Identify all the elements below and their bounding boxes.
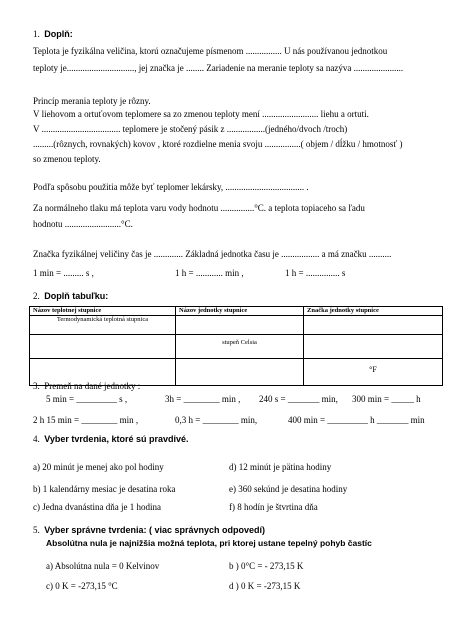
s1-conv-1: 1 min = ......... s , <box>33 268 94 278</box>
s4-option-e[interactable]: e) 360 sekúnd je desatina hodiny <box>229 484 348 494</box>
s1-conv-2: 1 h = ............ min , <box>175 268 244 278</box>
s4-option-f[interactable]: f) 8 hodín je štvrtina dňa <box>229 502 318 512</box>
s1-line-1: Teplota je fyzikálna veličina, ktorú označujeme písmenom ................ U nás používanou jednotkou <box>33 46 388 56</box>
temperature-scale-table <box>29 306 443 386</box>
table-cell[interactable] <box>304 335 443 359</box>
s5-option-d[interactable]: d ) 0 K = -273,15 K <box>229 581 301 591</box>
table-header-unit-name: Názov jednotky stupnice <box>176 307 304 316</box>
s1-conv-3: 1 h = ............... s <box>285 268 346 278</box>
section-1-title <box>33 29 73 40</box>
s1-line-10: hodnotu .........................°C. <box>33 219 133 229</box>
section-4-title <box>33 434 188 445</box>
section-3-number: 3. <box>33 381 40 391</box>
s4-option-a[interactable]: a) 20 minút je menej ako pol hodiny <box>33 462 164 472</box>
s1-line-9: Za normálneho tlaku má teplota varu vody hodnotu ...............°C. a teplota topiaceho sa ľadu <box>33 203 365 213</box>
section-2-number: 2. <box>33 291 40 301</box>
s3-item: 5 min = _________ s , <box>46 394 128 404</box>
section-5-title <box>33 525 265 536</box>
s5-option-a[interactable]: a) Absolútna nula = 0 Kelvinov <box>46 561 160 571</box>
s3-item: 0,3 h = ________ min, <box>175 415 258 425</box>
section-5-number: 5. <box>33 525 40 535</box>
section-3-heading: Premeň na dané jednotky : <box>44 381 141 391</box>
table-cell[interactable]: Termodynamická teplotná stupnica <box>30 316 176 335</box>
section-1-number: 1. <box>33 29 40 39</box>
table-row <box>30 316 443 335</box>
s4-option-b[interactable]: b) 1 kalendárny mesiac je desatina roka <box>33 484 176 494</box>
table-row <box>30 335 443 359</box>
s1-line-11: Značka fyzikálnej veličiny čas je ............. Základná jednotka času je ................. a má značku .......... <box>33 249 392 259</box>
section-5-heading: Vyber správne tvrdenia: ( viac správnych odpovedí) <box>44 525 265 535</box>
s3-item: 400 min = _________ h _______ min <box>288 415 425 425</box>
section-2-title <box>33 291 108 302</box>
table-header-unit-symbol: Značka jednotky stupnice <box>304 307 443 316</box>
table-cell[interactable] <box>176 316 304 335</box>
section-4-number: 4. <box>33 434 40 444</box>
section-1-heading: Doplň: <box>44 29 73 39</box>
s1-line-5: V ................................... teplomere je stočený pásik z .................(jedného/dvoch /troch) <box>33 124 348 134</box>
s3-item: 2 h 15 min = ________ min , <box>33 415 139 425</box>
s1-line-4: V liehovom a ortuťovom teplomere sa zo zmenou teploty mení ......................... liehu a ortuti. <box>33 109 369 119</box>
s3-item: 3h = ________ min , <box>165 394 241 404</box>
s5-option-c[interactable]: c) 0 K = -273,15 °C <box>46 581 118 591</box>
s1-line-7: so zmenou teploty. <box>33 154 101 164</box>
s1-line-3: Princíp merania teploty je rôzny. <box>33 96 151 106</box>
section-2-heading: Doplň tabuľku: <box>44 291 109 301</box>
table-cell[interactable]: °F <box>304 359 443 386</box>
table-cell[interactable] <box>30 335 176 359</box>
table-header-scale-name: Názov teplotnej stupnice <box>30 307 176 316</box>
section-3-title <box>33 381 140 392</box>
s4-option-c[interactable]: c) Jedna dvanástina dňa je 1 hodina <box>33 502 161 512</box>
s1-line-8: Podľa spôsobu použitia môže byť teplomer lekársky, ................................... . <box>33 182 309 192</box>
s4-option-d[interactable]: d) 12 minút je pätina hodiny <box>229 462 332 472</box>
s3-item: 300 min = _____ h <box>352 394 421 404</box>
table-cell[interactable]: stupeň Celsia <box>176 335 304 359</box>
s1-line-2: teploty je.............................., jej značka je ........ Zariadenie na meranie teploty sa nazýva ...................... <box>33 63 404 73</box>
s5-subheading: Absolútna nula je najnižšia možná teplota, pri ktorej ustane tepelný pohyb častíc <box>46 538 372 548</box>
s3-item: 240 s = _______ min, <box>259 394 338 404</box>
table-cell[interactable] <box>176 359 304 386</box>
table-cell[interactable] <box>304 316 443 335</box>
section-4-heading: Vyber tvrdenia, ktoré sú pravdivé. <box>44 434 189 444</box>
s1-line-6: .........(rôznych, rovnakých) kovov , ktoré rozdielne menia svoju ................( objem / dĺžku / hmotnosť ) <box>33 139 403 149</box>
s5-option-b[interactable]: b ) 0°C = - 273,15 K <box>229 561 304 571</box>
